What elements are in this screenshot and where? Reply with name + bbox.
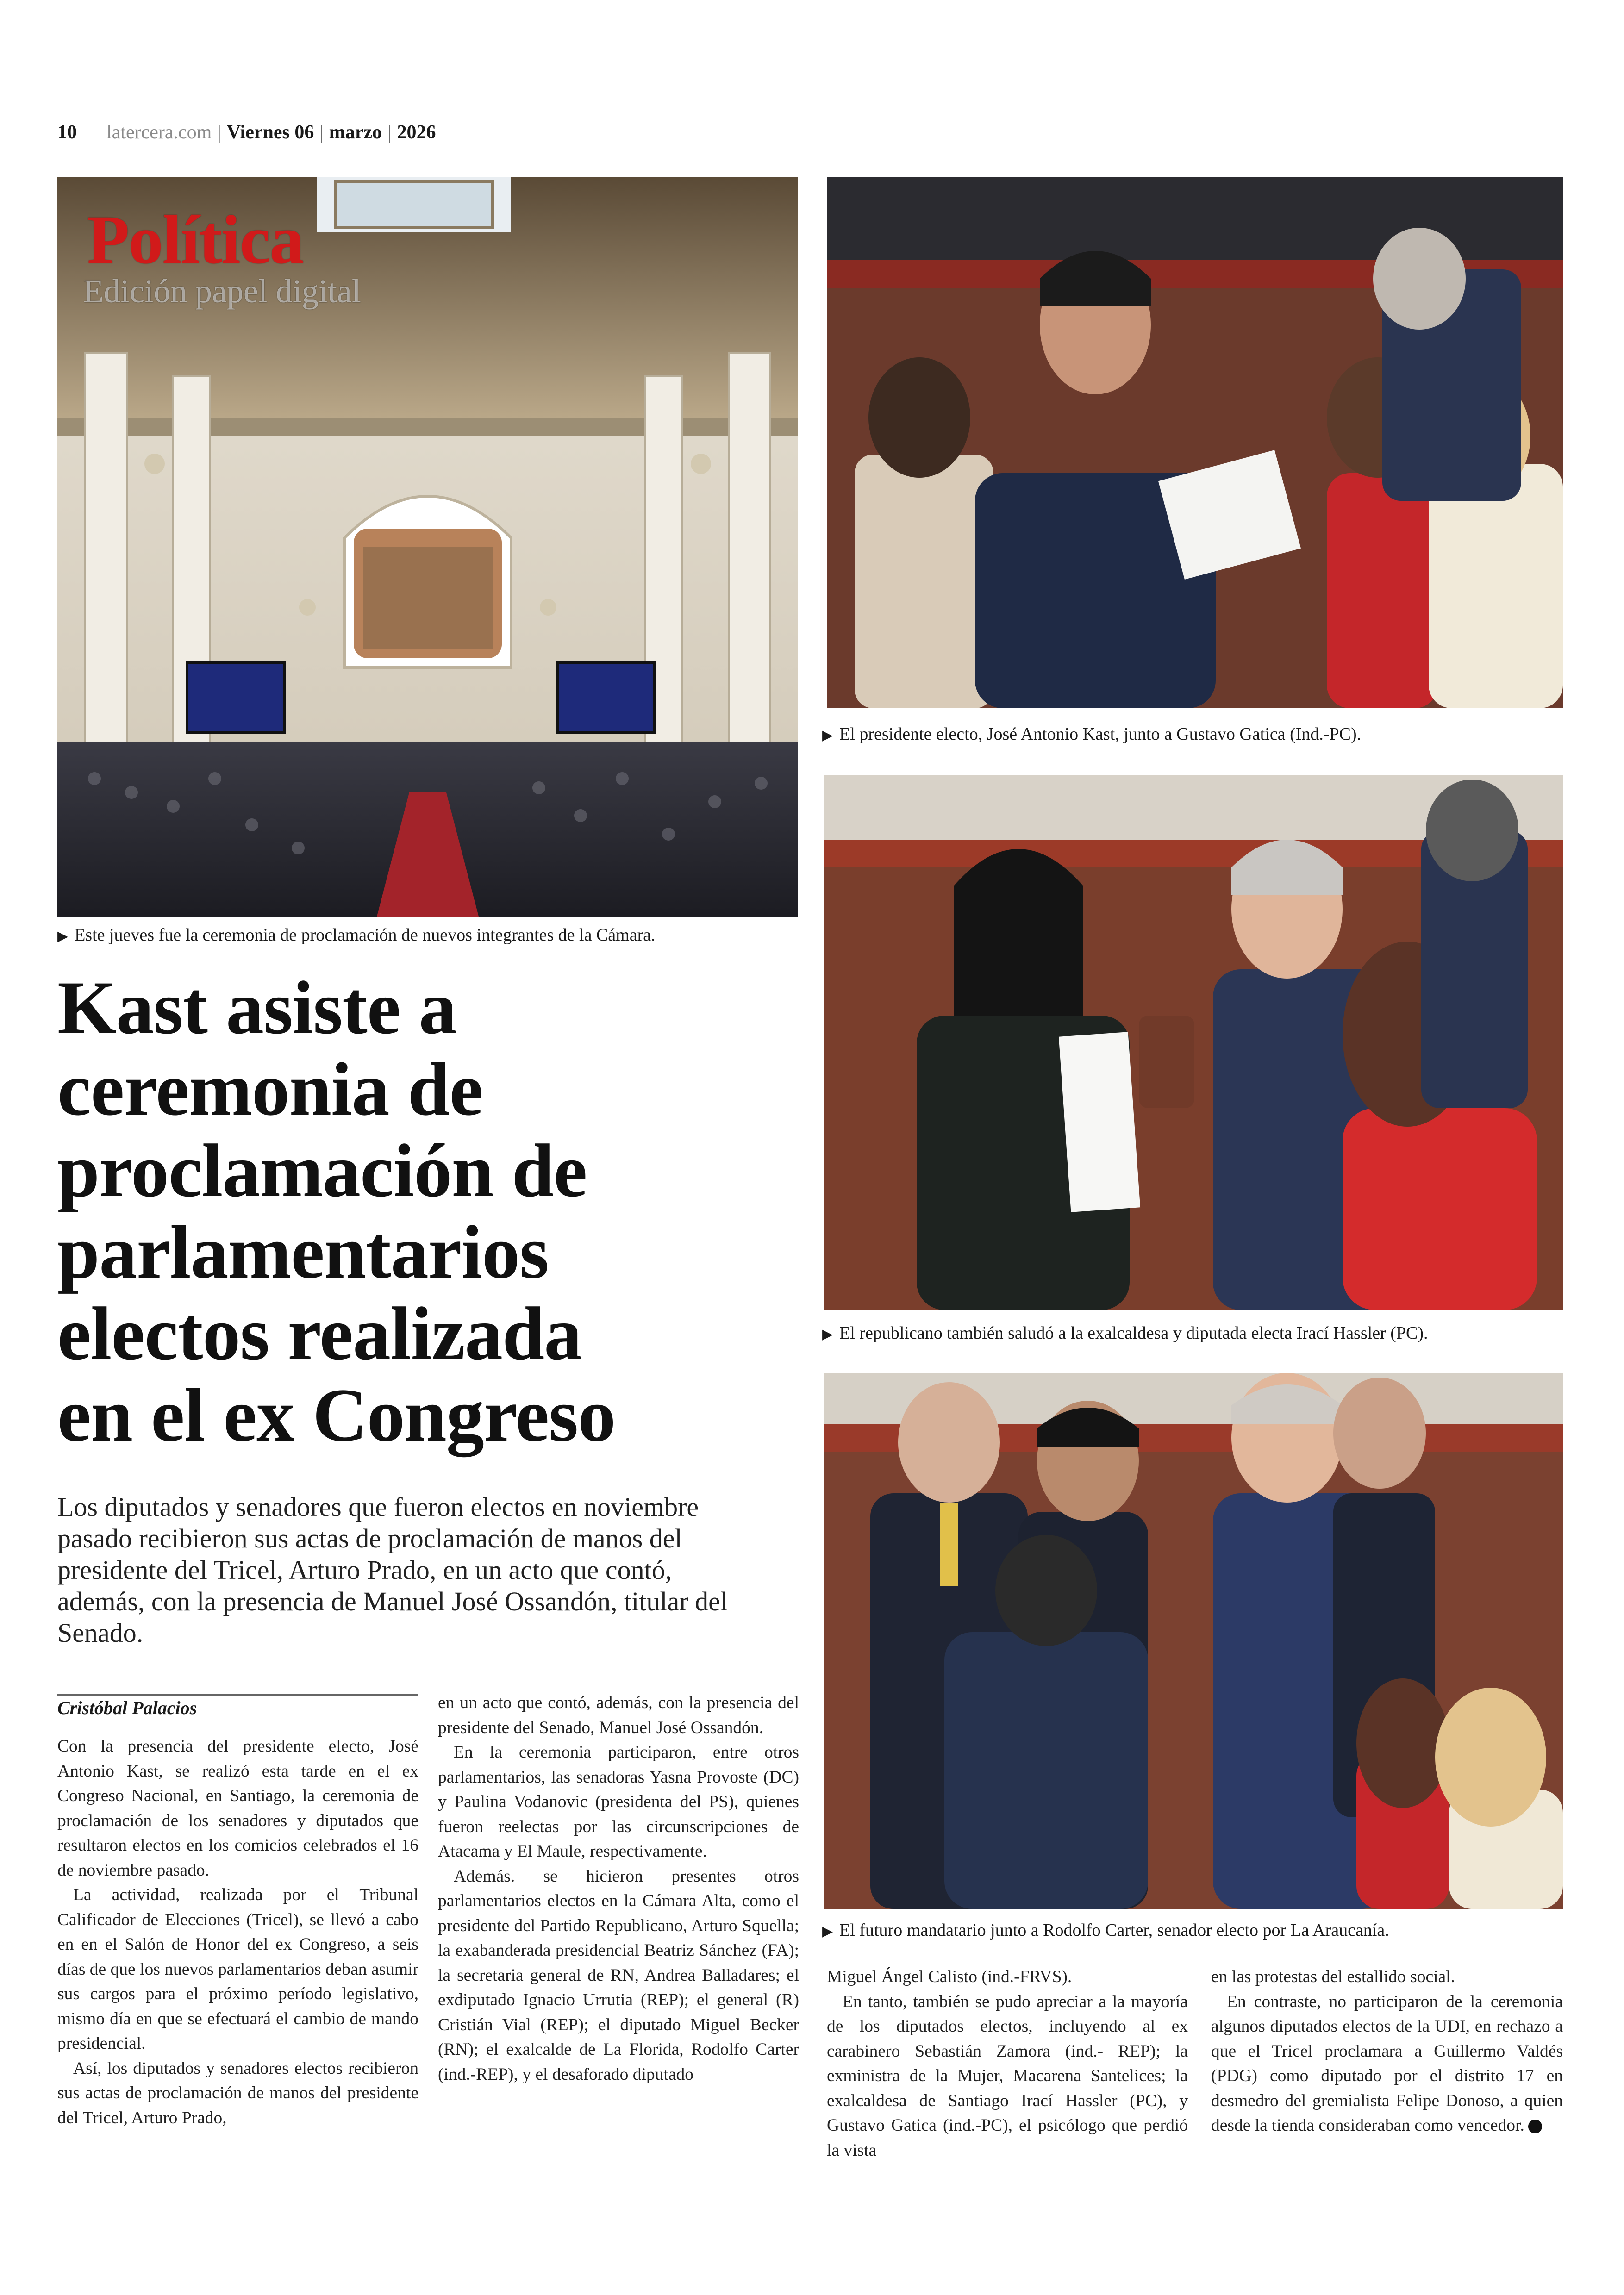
paragraph: Así, los diputados y senadores electos recibieron sus actas de proclamación de manos del presidente del Tricel, Arturo Prado, [57,2058,418,2127]
paragraph-continued: Miguel Ángel Calisto (ind.-FRVS). [827,1967,1072,1986]
photo-kast-carter [824,1373,1563,1909]
header-month: marzo [329,122,382,143]
separator: | [217,122,221,143]
page-header [57,121,436,143]
article-column-4 [1211,1964,1563,2138]
photo-kast-gatica [827,177,1563,708]
paragraph: En la ceremonia participaron, entre otros parlamentarios, las senadoras Yasna Provoste (DC) y Paulina Vodanovic (presidenta del PS), quienes fueron reelectas por las circunscripciones de Atacama y El Maule, respectivamente. [438,1743,799,1861]
photo-1-caption [822,724,1361,744]
section-name: Política [87,201,304,278]
caption-text: El futuro mandatario junto a Rodolfo Carter, senador electo por La Araucanía. [839,1921,1389,1940]
header-year: 2026 [397,122,436,143]
headline-line: Kast asiste a [57,966,456,1050]
triangle-icon: ▶ [822,1327,833,1342]
paragraph-continued: en las protestas del estallido social. [1211,1967,1455,1986]
site-name[interactable]: latercera.com [106,122,212,143]
triangle-icon: ▶ [822,728,833,743]
main-photo-caption [57,925,656,945]
article-column-3 [827,1964,1188,2163]
separator: | [387,122,392,143]
caption-text: Este jueves fue la ceremonia de proclamación de nuevos integrantes de la Cámara. [75,925,656,945]
triangle-icon: ▶ [57,929,69,944]
paragraph [1211,1989,1563,2138]
end-mark-icon [1528,2120,1542,2133]
header-day: Viernes 06 [226,122,314,143]
article-column-2 [438,1690,799,2087]
caption-text: El republicano también saludó a la exalcaldesa y diputada electa Irací Hassler (PC). [839,1323,1428,1343]
paragraph-text: En contraste, no participaron de la ceremonia algunos diputados electos de la UDI, en rechazo a que el Tricel proclamara a Guillermo Valdés (PDG) como diputado por el distrito 17 en desmedro del gremialista Felipe Donoso, a quien desde la tienda consideraban como vencedor. [1211,1992,1563,2135]
article-column-1 [57,1734,418,2130]
paragraph-continued: en un acto que contó, además, con la presencia del presidente del Senado, Manuel José Ossandón. [438,1693,799,1737]
paragraph: Con la presencia del presidente electo, José Antonio Kast, se realizó esta tarde en el ex Congreso Nacional, en Santiago, la ceremonia de proclamación de los senadores y diputados que resultaron electos en los comicios celebrados el 16 de noviembre pasado. [57,1737,418,1880]
photo-kast-hassler [824,775,1563,1310]
byline: Cristóbal Palacios [57,1697,197,1718]
caption-text: El presidente electo, José Antonio Kast, junto a Gustavo Gatica (Ind.-PC). [839,724,1362,744]
photo-3-caption [822,1920,1389,1940]
headline [57,967,798,1456]
divider [57,1694,418,1696]
headline-line: proclamación de [57,1129,587,1213]
triangle-icon: ▶ [822,1924,833,1939]
paragraph: En tanto, también se pudo apreciar a la mayoría de los diputados electos, incluyendo al ex carabinero Sebastián Zamora (ind.- REP); la exministra de la Mujer, Macarena Santelices; la exalcaldesa de Santiago Irací Hassler (PC), y Gustavo Gatica (ind.-PC), el psicólogo que perdió la vista [827,1992,1188,2160]
section-subtitle: Edición papel digital [83,273,361,310]
headline-line: ceremonia de [57,1048,483,1131]
headline-line: parlamentarios [57,1210,549,1294]
separator: | [319,122,324,143]
headline-line: en el ex Congreso [57,1373,616,1457]
page-number: 10 [57,122,77,143]
paragraph: La actividad, realizada por el Tribunal Calificador de Elecciones (Tricel), se llevó a cabo en en el Salón de Honor del ex Congreso, a seis días de que los nuevos parlamentarios deban asumir sus cargos para el próximo período legislativo, mismo día en que se efectuará el cambio de mando presidencial. [57,1885,418,2053]
paragraph: Además. se hicieron presentes otros parlamentarios electos en la Cámara Alta, como el presidente del Partido Republicano, Arturo Squella; la exabanderada presidencial Beatriz Sánchez (FA); la secretaria general de RN, Andrea Balladares; el exdiputado Ignacio Urrutia (REP); el general (R) Cristián Vial (REP); el diputado Miguel Becker (RN); el exalcalde de La Florida, Rodolfo Carter (ind.-REP), y el desaforado diputado [438,1866,799,2084]
headline-line: electos realizada [57,1292,582,1376]
lede: Los diputados y senadores que fueron electos en noviembre pasado recibieron sus actas de proclamación de manos del presidente del Tricel, Arturo Prado, en un acto que contó, además, con la presencia de Manuel José Ossandón, titular del Senado. [57,1492,728,1648]
photo-2-caption [822,1323,1428,1343]
